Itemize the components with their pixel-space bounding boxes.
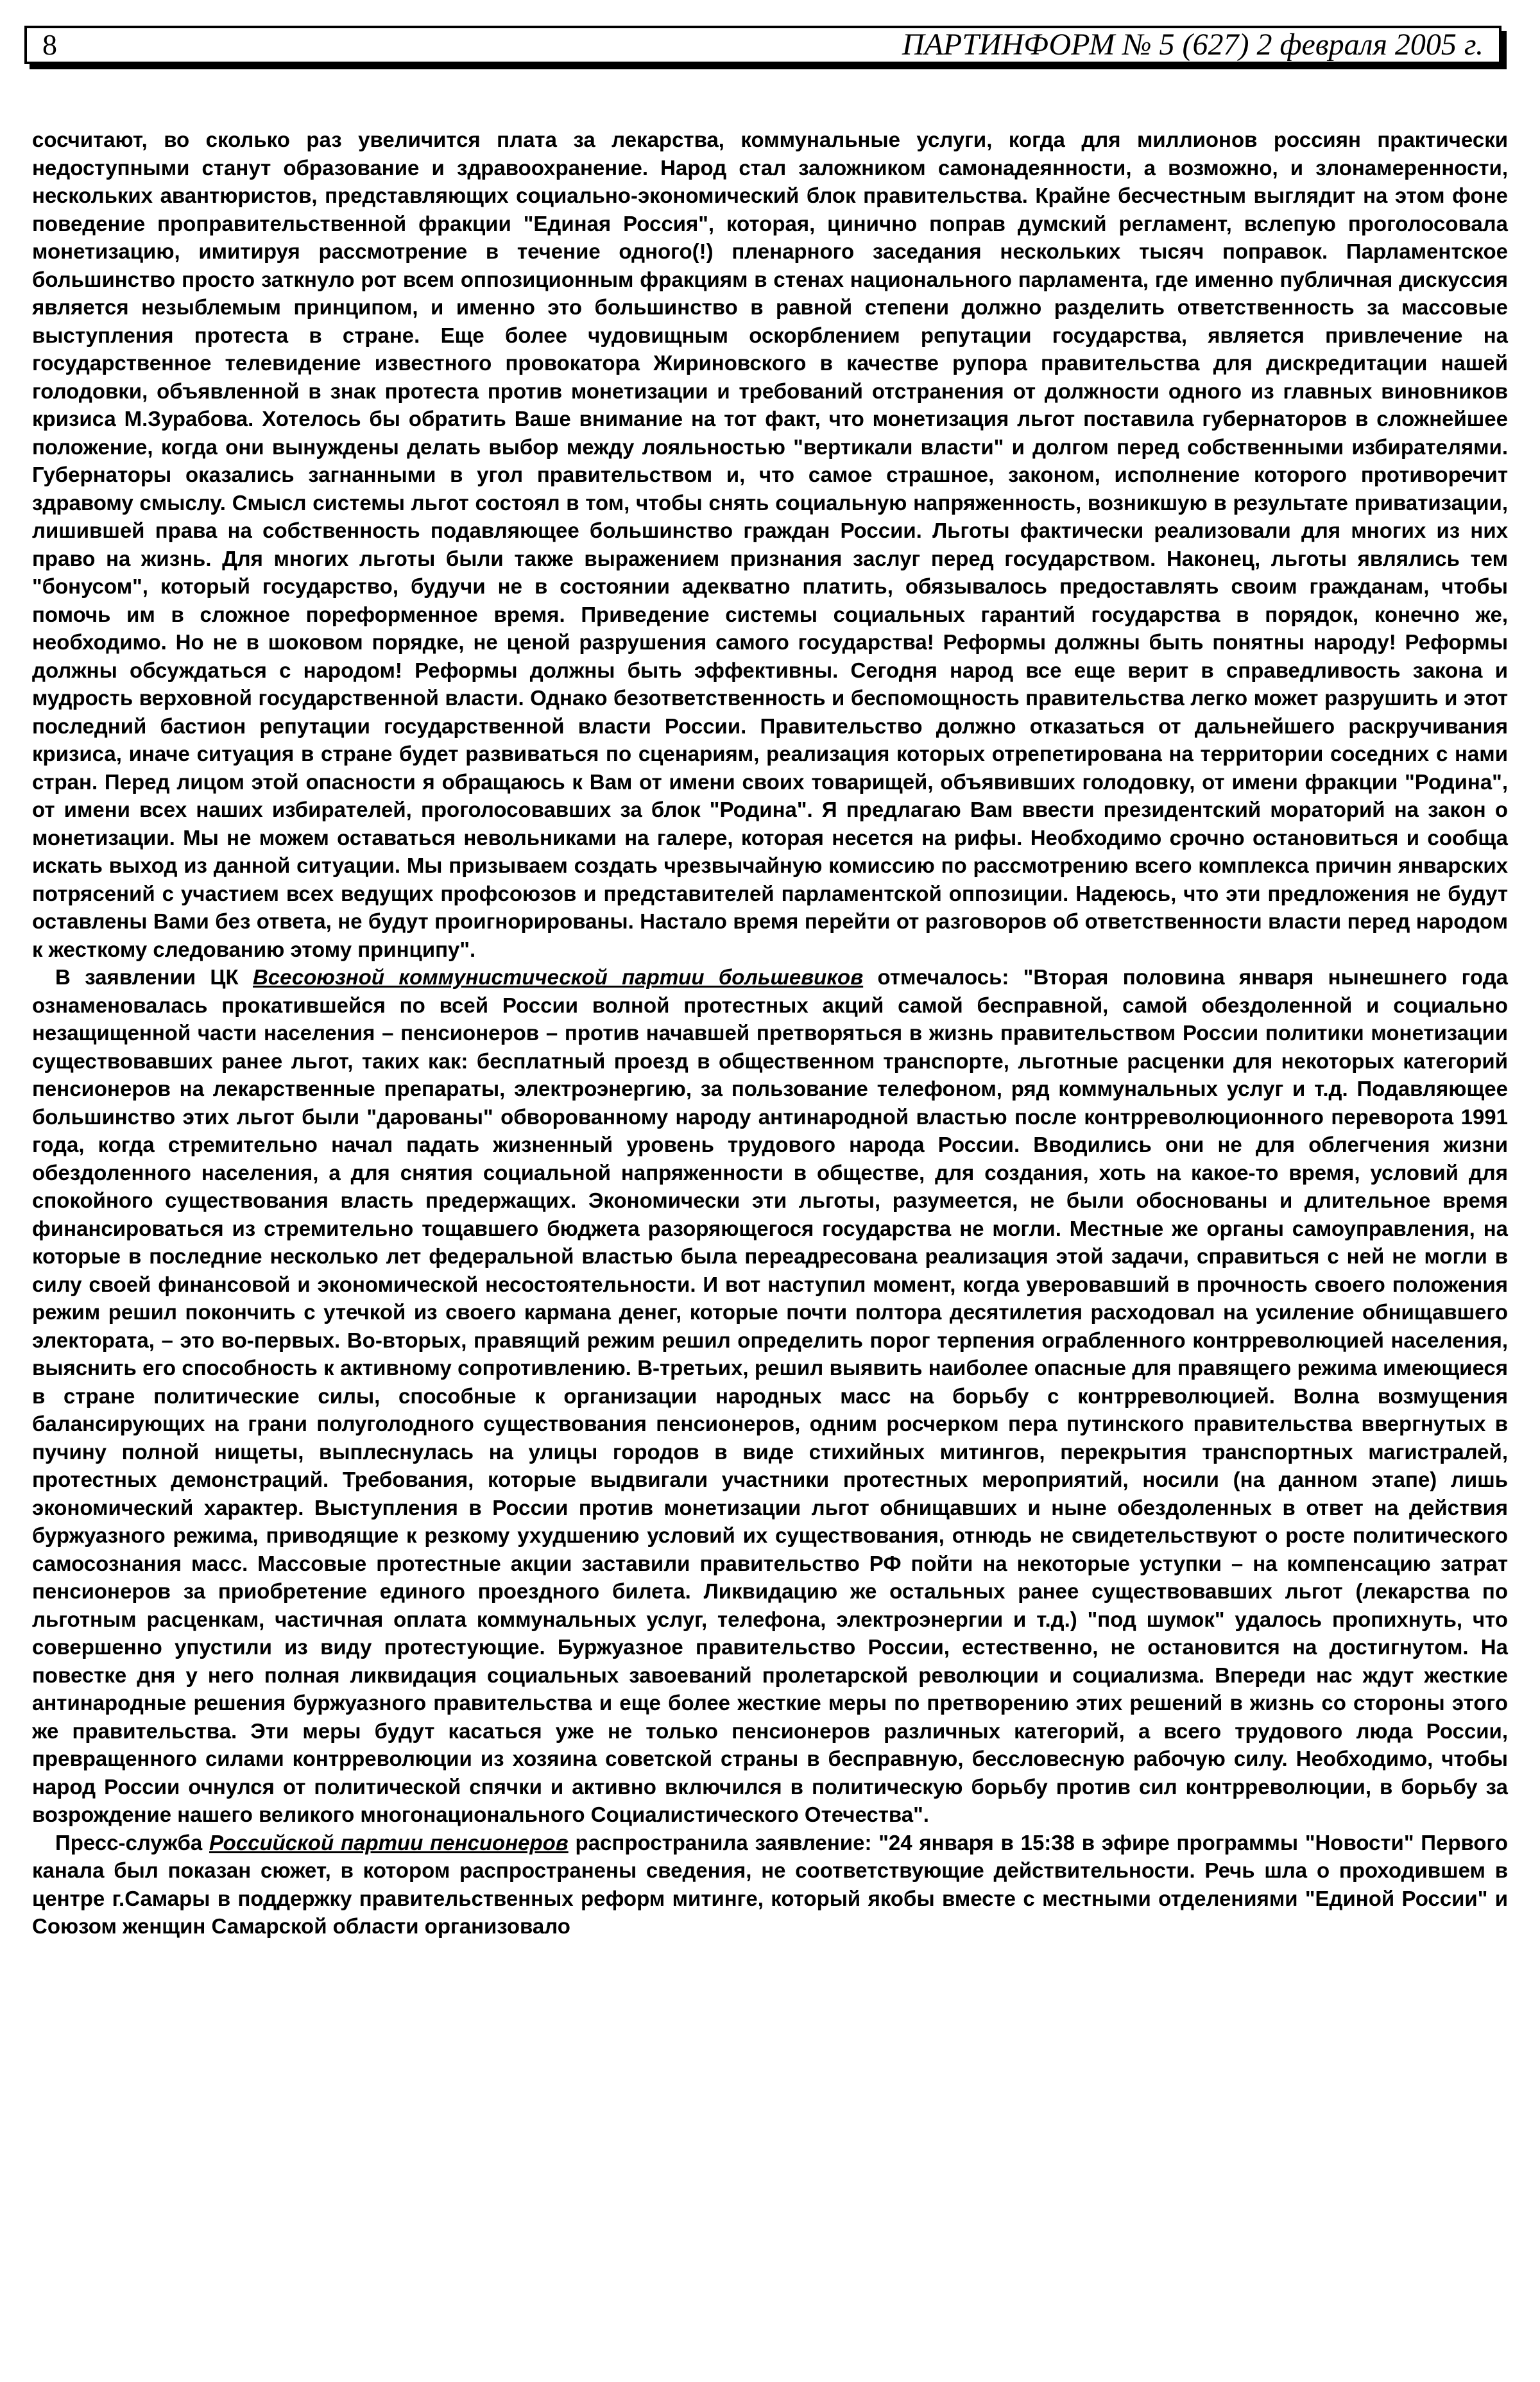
page-header [24,26,1502,64]
page-number: 8 [42,28,57,61]
organization-name: Российской партии пенсионеров [209,1830,569,1855]
organization-name: Всесоюзной коммунистической партии большевиков [252,965,864,989]
paragraph-vkpb-statement [32,963,1508,1829]
paragraph-pensioners-party-statement [32,1829,1508,1941]
paragraph-continuation: сосчитают, во сколько раз увеличится плата за лекарства, коммунальные услуги, когда для миллионов россиян практически недоступными станут образование и здравоохранение. Народ стал заложником самонадеянности, а возможно, и злонамеренности, нескольких авантюристов, представляющих социально-экономический блок правительства. Крайне бесчестным выглядит на этом фоне поведение проправительственной фракции "Единая Россия", которая, цинично поправ думский регламент, вслепую проголосовала монетизацию, имитируя рассмотрение в течение одного(!) пленарного заседания нескольких тысяч поправок. Парламентское большинство просто заткнуло рот всем оппозиционным фракциям в стенах национального парламента, где именно публичная дискуссия является незыблемым принципом, и именно это большинство в равной степени должно разделить ответственность за массовые выступления протеста в стране. Еще более чудовищным оскорблением репутации государства, является привлечение на государственное телевидение известного провокатора Жириновского в качестве рупора правительства для дискредитации нашей голодовки, объявленной в знак протеста против монетизации и требований отстранения от должности одного из главных виновников кризиса М.Зурабова. Хотелось бы обратить Ваше внимание на тот факт, что монетизация льгот поставила губернаторов в сложнейшее положение, когда они вынуждены делать выбор между лояльностью "вертикали власти" и долгом перед собственными избирателями. Губернаторы оказались загнанными в угол правительством и, что самое страшное, законом, исполнение которого противоречит здравому смыслу. Смысл системы льгот состоял в том, чтобы снять социальную напряженность, возникшую в результате приватизации, лишившей права на собственность подавляющее большинство граждан России. Льготы фактически реализовали для многих из них право на жизнь. Для многих льготы были также выражением признания заслуг перед государством. Наконец, льготы являлись тем "бонусом", который государство, будучи не в состоянии адекватно платить, обязывалось предоставлять своим гражданам, чтобы помочь им в сложное пореформенное время. Приведение системы социальных гарантий государства в порядок, конечно же, необходимо. Но не в шоковом порядке, не ценой разрушения самого государства! Реформы должны быть понятны народу! Реформы должны обсуждаться с народом! Реформы должны быть эффективны. Сегодня народ все еще верит в справедливость закона и мудрость верховной государственной власти. Однако безответственность и беспомощность правительства легко может разрушить и этот последний бастион репутации государственной власти России. Правительство должно отказаться от дальнейшего раскручивания кризиса, иначе ситуация в стране будет развиваться по сценариям, реализация которых отрепетирована на территории соседних с нами стран. Перед лицом этой опасности я обращаюсь к Вам от имени своих товарищей, объявивших голодовку, от имени фракции "Родина", от имени всех наших избирателей, проголосовавших за блок "Родина". Я предлагаю Вам ввести президентский мораторий на закон о монетизации. Мы не можем оставаться невольниками на галере, которая несется на рифы. Необходимо срочно остановиться и сообща искать выход из данной ситуации. Мы призываем создать чрезвычайную комиссию по рассмотрению всего комплекса причин январских потрясений с участием всех ведущих профсоюзов и представителей парламентской оппозиции. Надеюсь, что эти предложения не будут оставлены Вами без ответа, не будут проигнорированы. Настало время перейти от разговоров об ответственности власти перед народом к жесткому следованию этому принципу". [32,128,1508,961]
paragraph-lead: В заявлении ЦК [55,965,253,989]
article-body [32,126,1508,1941]
paragraph-lead: Пресс-служба [55,1830,210,1855]
paragraph-text: отмечалось: "Вторая половина января нынешнего года ознаменовалась прокатившейся по всей России волной протестных акций самой бесправной, самой обездоленной и социально незащищенной части населения – пенсионеров – против начавшей претворяться в жизнь правительством России политики монетизации существовавших ранее льгот, таких как: бесплатный проезд в общественном транспорте, льготные расценки для некоторых категорий пенсионеров на лекарственные препараты, электроэнергию, за пользование телефоном, ряд коммунальных услуг и т.д. Подавляющее большинство этих льгот были "дарованы" обворованному народу антинародной властью после контрреволюционного переворота 1991 года, когда стремительно начал падать жизненный уровень трудового народа России. Вводились они не для облегчения жизни обездоленного населения, а для снятия социальной напряженности в обществе, для создания, хоть на какое-то время, условий для спокойного существования власть предержащих. Экономически эти льготы, разумеется, не были обоснованы и длительное время финансироваться из стремительно тощавшего бюджета разоряющегося государства не могли. Местные же органы самоуправления, на которые в последние несколько лет федеральной властью была переадресована реализация этой задачи, справиться с ней не могли в силу своей финансовой и экономической несостоятельности. И вот наступил момент, когда уверовавший в прочность своего положения режим решил покончить с утечкой из своего кармана денег, которые почти полтора десятилетия расходовал на усиление обнищавшего электората, – это во-первых. Во-вторых, правящий режим решил определить порог терпения ограбленного контрреволюцией населения, выяснить его способность к активному сопротивлению. В-третьих, решил выявить наиболее опасные для правящего режима имеющиеся в стране политические силы, способные к организации народных масс на борьбу с контрреволюцией. Волна возмущения балансирующих на грани полуголодного существования пенсионеров, одним росчерком пера путинского правительства ввергнутых в пучину полной нищеты, выплеснулась на улицы городов в виде стихийных митингов, перекрытия транспортных магистралей, протестных демонстраций. Требования, которые выдвигали участники протестных мероприятий, носили (на данном этапе) лишь экономический характер. Выступления в России против монетизации льгот обнищавших и ныне обездоленных в ответ на действия буржуазного режима, приводящие к резкому ухудшению условий их существования, отнюдь не свидетельствуют о росте политического самосознания масс. Массовые протестные акции заставили правительство РФ пойти на некоторые уступки – на компенсацию затрат пенсионеров за приобретение единого проездного билета. Ликвидацию же остальных ранее существовавших льгот (лекарства по льготным расценкам, частичная оплата коммунальных услуг, телефона, электроэнергии и т.д.) "под шумок" удалось пропихнуть, что совершенно упустили из виду протестующие. Буржуазное правительство России, естественно, не остановится на достигнутом. На повестке дня у него полная ликвидация социальных завоеваний пролетарской революции и социализма. Впереди нас ждут жесткие антинародные решения буржуазного правительства и еще более жесткие меры по претворению этих решений в жизнь со стороны этого же правительства. Эти меры будут касаться уже не только пенсионеров различных категорий, а всего трудового люда России, превращенного силами контрреволюции из хозяина советской страны в бесправную, бессловесную рабочую силу. Необходимо, чтобы народ России очнулся от политической спячки и активно включился в политическую борьбу против сил контрреволюции, в борьбу за возрождение нашего великого многонационального Социалистического Отечества". [32,965,1508,1826]
publication-title: ПАРТИНФОРМ № 5 (627) 2 февраля 2005 г. [902,28,1484,62]
paragraph-text: распространила заявление: "24 января в 15:38 в эфире программы "Новости" Первого канала был показан сюжет, в котором распространены сведения, не соответствующие действительности. Речь шла о проходившем в центре г.Самары в поддержку правительственных реформ митинге, который якобы вместе с местными отделениями "Единой России" и Союзом женщин Самарской области организовало [32,1830,1508,1938]
